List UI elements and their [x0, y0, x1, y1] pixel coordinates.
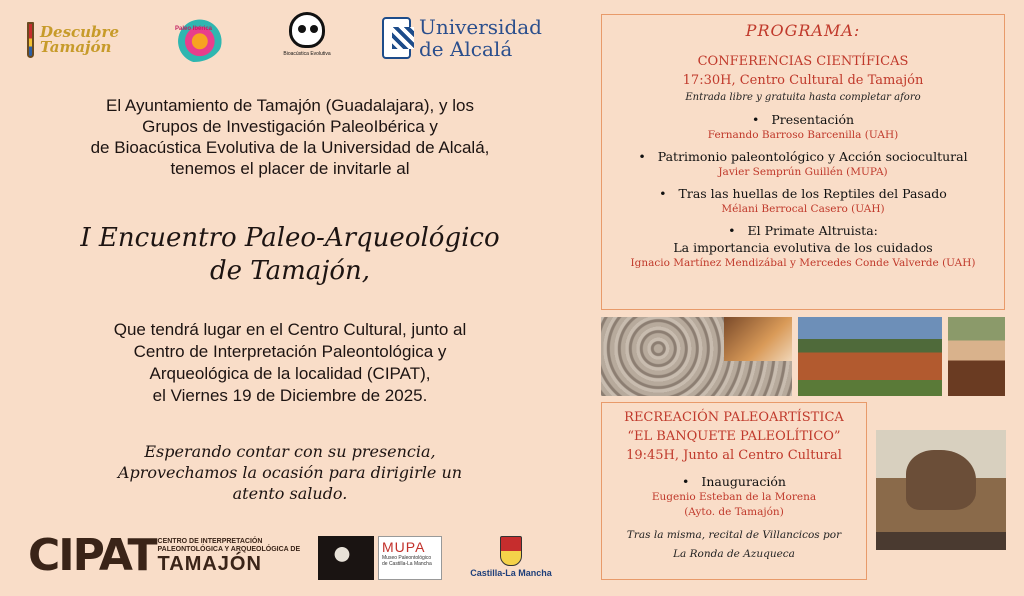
clm-logo-text: Castilla-La Mancha	[470, 568, 552, 578]
recreation-affiliation: (Ayto. de Tamajón)	[684, 506, 784, 518]
fossil-icon	[318, 536, 374, 580]
bullet: •	[682, 474, 690, 489]
talk-item	[602, 148, 1004, 180]
castilla-la-mancha-logo	[470, 536, 552, 578]
program-box	[601, 14, 1005, 310]
uah-line-1: Universidad	[418, 15, 542, 39]
descubre-logo-text: Descubre Tamajón	[40, 23, 119, 56]
bioacustica-logo	[278, 12, 336, 66]
mupa-logo	[318, 536, 442, 580]
uah-logo-text	[419, 16, 542, 60]
talk-item	[602, 111, 1004, 143]
talk-subtitle: La importancia evolutiva de los cuidados	[673, 240, 933, 255]
recreation-time: 19:45H, Junto al Centro Cultural	[626, 448, 842, 463]
program-content	[602, 52, 1004, 271]
bullet: •	[728, 223, 736, 238]
cipat-big-text: CIPAT	[28, 530, 156, 581]
invitation-intro	[20, 95, 560, 179]
cipat-logo	[28, 532, 300, 580]
talk-title-text: Presentación	[771, 112, 855, 127]
bullet: •	[638, 149, 646, 164]
recreation-item	[602, 473, 866, 490]
clm-crest-icon	[500, 536, 522, 566]
cipat-town: TAMAJÓN	[157, 553, 262, 575]
recreation-speaker: Eugenio Esteban de la Morena	[651, 491, 817, 503]
bio-logo-text: Bioacústica Evolutiva	[283, 51, 331, 57]
recreation-note	[602, 526, 866, 564]
talk-speaker: Mélani Berrocal Casero (UAH)	[721, 203, 885, 215]
cipat-subtitle	[158, 538, 301, 574]
uah-line-2: de Alcalá	[418, 37, 513, 61]
tamajon-shield-icon	[27, 22, 34, 58]
venue-line: Centro de Interpretación Paleontológica y	[133, 342, 447, 361]
venue-line: el Viernes 19 de Diciembre de 2025.	[152, 386, 428, 405]
recreation-item-text: Inauguración	[701, 474, 786, 489]
venue-line: Arqueológica de la localidad (CIPAT),	[149, 364, 431, 383]
venue-text	[20, 319, 560, 407]
venue-line: Que tendrá lugar en el Centro Cultural, junto al	[113, 320, 467, 339]
landscape-photo	[798, 317, 942, 396]
intro-line: tenemos el placer de invitarle al	[170, 159, 410, 178]
cipat-sub-line-1: CENTRO DE INTERPRETACIÓN	[157, 538, 263, 545]
program-heading: PROGRAMA:	[745, 21, 861, 40]
bullet: •	[659, 186, 667, 201]
bullet: •	[751, 112, 760, 127]
talk-title	[602, 148, 1004, 165]
event-title-line: de Tamajón,	[210, 256, 370, 286]
event-title-line: I Encuentro Paleo-Arqueológico	[80, 223, 500, 253]
cipat-sub-line-2: PALEONTOLÓGICA Y ARQUEOLÓGICA DE	[157, 546, 301, 553]
talk-item	[602, 222, 1004, 271]
intro-line: de Bioacústica Evolutiva de la Universidad de Alcalá,	[90, 138, 490, 157]
talk-title-text: Tras las huellas de los Reptiles del Pasado	[678, 186, 947, 201]
talk-title-text: El Primate Altruista:	[747, 223, 878, 238]
closing-text	[20, 441, 560, 504]
recreation-line-2: “EL BANQUETE PALEOLÍTICO”	[627, 429, 841, 444]
paleo-logo-text: Paleo Ibérica	[175, 26, 213, 32]
closing-line: Aprovechamos la ocasión para dirigirle un	[117, 463, 463, 482]
intro-line: Grupos de Investigación PaleoIbérica y	[142, 117, 438, 136]
mupa-name: MUPA	[382, 539, 426, 555]
mammoth-sculpture-photo	[876, 430, 1006, 550]
descubre-tamajon-logo	[27, 16, 119, 64]
talk-speaker: Javier Semprún Guillén (MUPA)	[718, 166, 888, 178]
closing-line: atento saludo.	[232, 484, 348, 503]
recreation-note-line: Tras la misma, recital de Villancicos por	[626, 529, 842, 541]
talk-item	[602, 185, 1004, 217]
woman-photo	[948, 317, 1005, 396]
program-note: Entrada libre y gratuita hasta completar aforo	[685, 92, 921, 103]
talk-title	[602, 185, 1004, 202]
recreation-note-line: La Ronda de Azuqueca	[673, 548, 795, 560]
mupa-box	[378, 536, 442, 580]
recreation-box	[601, 402, 867, 580]
talk-speaker: Ignacio Martínez Mendizábal y Mercedes Conde Valverde (UAH)	[630, 257, 976, 269]
talk-title	[602, 111, 1004, 128]
paleoiberica-logo	[165, 14, 229, 64]
mupa-desc: Museo Paleontológico de Castilla-La Mancha	[382, 555, 432, 567]
program-section: CONFERENCIAS CIENTÍFICAS	[697, 54, 909, 69]
skull-headphones-icon	[289, 12, 325, 48]
uah-logo	[382, 14, 542, 62]
talk-speaker: Fernando Barroso Barcenilla (UAH)	[707, 129, 899, 141]
closing-line: Esperando contar con su presencia,	[144, 442, 436, 461]
program-time: 17:30H, Centro Cultural de Tamajón	[682, 73, 924, 88]
footprints-photo	[601, 317, 792, 396]
uah-crest-icon	[382, 17, 411, 59]
event-title	[20, 222, 560, 288]
talk-title-text: Patrimonio paleontológico y Acción sociocultural	[657, 149, 968, 164]
paleo-swirl-icon	[165, 16, 223, 62]
talk-title	[602, 222, 1004, 239]
intro-line: El Ayuntamiento de Tamajón (Guadalajara), y los	[106, 96, 474, 115]
recreation-line-1: RECREACIÓN PALEOARTÍSTICA	[624, 410, 844, 425]
